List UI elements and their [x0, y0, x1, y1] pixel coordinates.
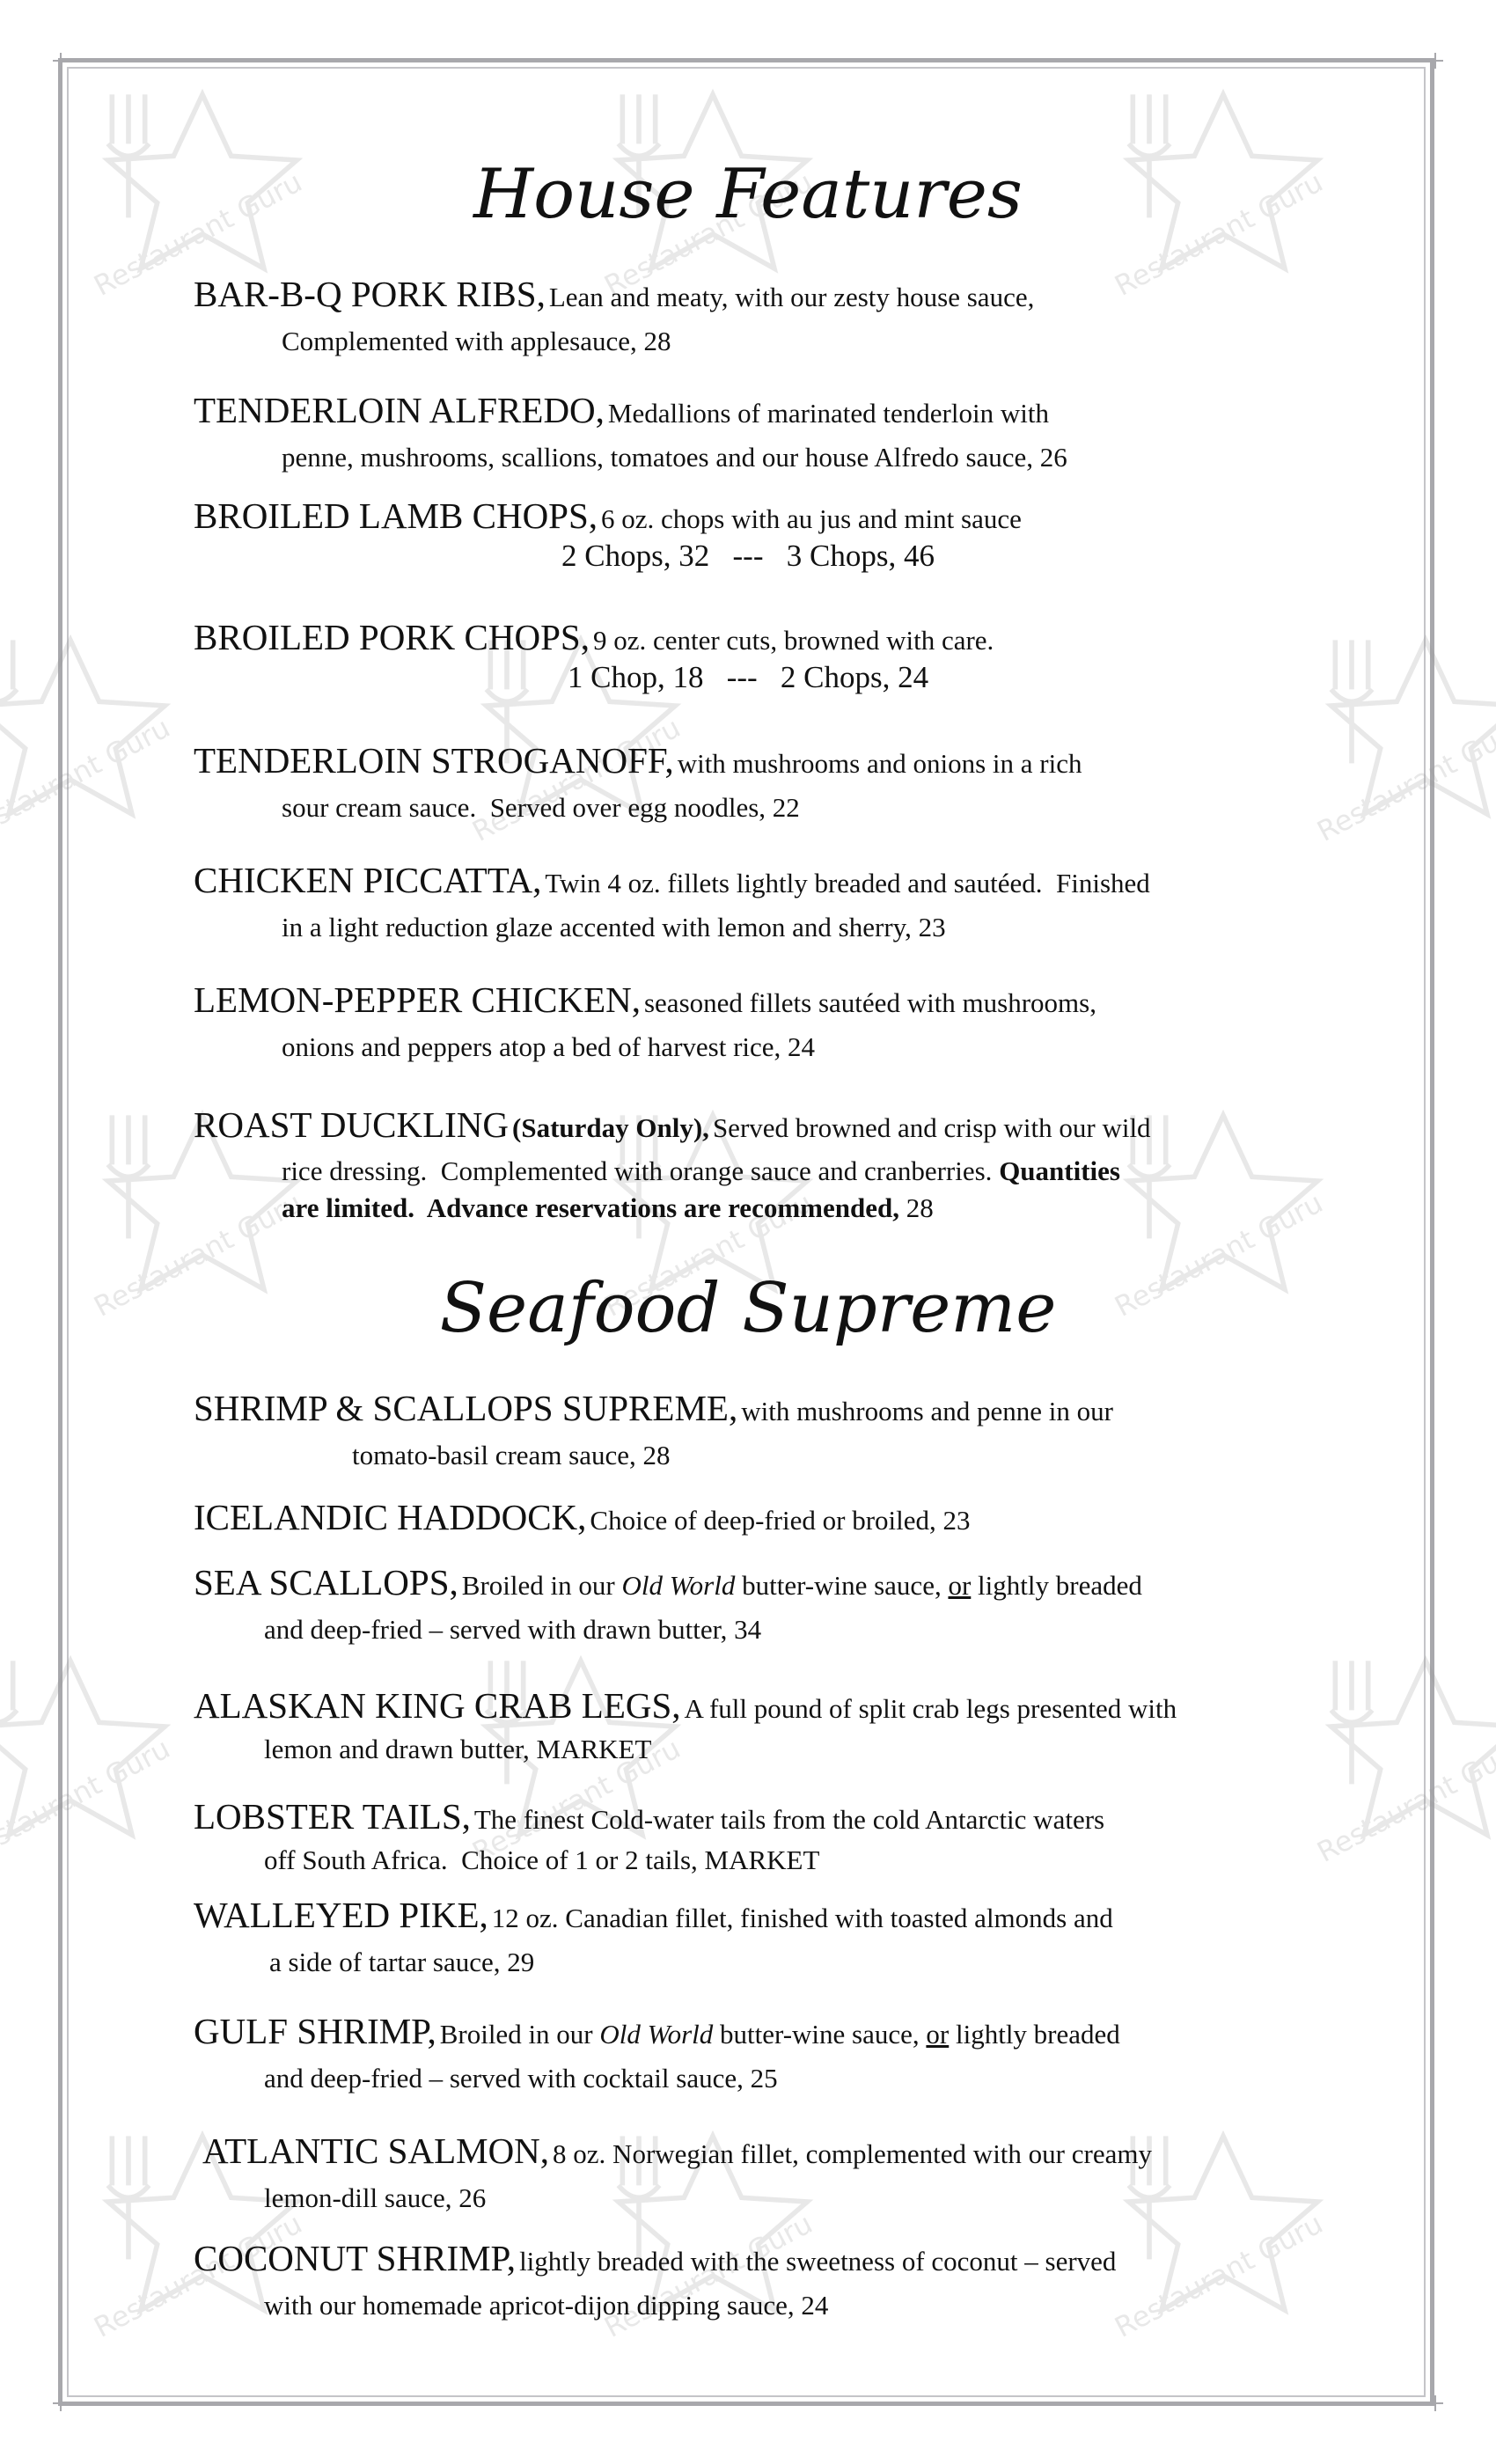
item-desc: 6 oz. chops with au jus and mint sauce: [601, 503, 1022, 534]
item-desc: butter-wine sauce,: [742, 1570, 942, 1601]
item-note: (Saturday Only),: [512, 1112, 709, 1143]
item-name: GULF SHRIMP,: [194, 2011, 436, 2051]
menu-item-lobster-tails: [194, 1797, 1364, 1876]
item-desc-cont: with our homemade apricot-dijon dipping sauce, 24: [264, 2290, 829, 2321]
item-desc: with mushrooms and onions in a rich: [677, 748, 1082, 779]
house-features-title: House Features: [473, 155, 1023, 234]
watermark-logo: [0, 1637, 194, 1866]
menu-item-gulf-shrimp: [194, 2012, 1364, 2098]
corner-ornament: [53, 53, 69, 69]
item-name: SEA SCALLOPS,: [194, 1562, 458, 1602]
item-desc: 8 oz. Norwegian fillet, complemented with our creamy: [553, 2138, 1152, 2169]
item-desc: butter-wine sauce,: [720, 2019, 920, 2050]
menu-item-stroganoff: [194, 741, 1364, 827]
item-name: TENDERLOIN ALFREDO,: [194, 390, 605, 430]
corner-ornament: [1427, 53, 1443, 69]
item-desc-cont: onions and peppers atop a bed of harvest rice, 24: [282, 1031, 816, 1062]
menu-item-shrimp-scallops: [194, 1389, 1364, 1475]
item-desc: Broiled in our: [439, 2019, 593, 2050]
item-desc-cont: off South Africa. Choice of 1 or 2 tails, MARKET: [264, 1844, 820, 1875]
menu-item-walleyed-pike: [194, 1896, 1364, 1982]
item-name: WALLEYED PIKE,: [194, 1895, 488, 1935]
menu-item-coconut-shrimp: [194, 2239, 1364, 2325]
item-desc: A full pound of split crab legs presented with: [684, 1693, 1177, 1724]
item-desc-italic: Old World: [621, 1570, 736, 1601]
item-desc-cont: Complemented with applesauce, 28: [282, 326, 671, 356]
menu-item-ribs: [194, 275, 1364, 361]
item-desc: Medallions of marinated tenderloin with: [607, 398, 1049, 429]
item-warning-cont: are limited. Advance reservations are recommended,: [282, 1192, 899, 1223]
item-desc: lightly breaded: [978, 1570, 1142, 1601]
item-desc-underline: or: [948, 1570, 972, 1601]
item-desc: seasoned fillets sautéed with mushrooms,: [643, 987, 1096, 1018]
item-name: LOBSTER TAILS,: [194, 1796, 471, 1837]
menu-item-atlantic-salmon: [202, 2131, 1373, 2218]
item-desc-cont: lemon-dill sauce, 26: [264, 2182, 487, 2213]
item-name: TENDERLOIN STROGANOFF,: [194, 740, 674, 781]
item-name: BROILED LAMB CHOPS,: [194, 495, 598, 536]
item-desc-italic: Old World: [599, 2019, 714, 2050]
item-desc-cont: penne, mushrooms, scallions, tomatoes and our house Alfredo sauce, 26: [282, 442, 1067, 473]
item-desc: 12 oz. Canadian fillet, finished with toasted almonds and: [491, 1903, 1113, 1933]
item-desc-cont: sour cream sauce. Served over egg noodles, 22: [282, 792, 800, 823]
item-desc-cont: lemon and drawn butter, MARKET: [264, 1734, 652, 1764]
item-desc: Lean and meaty, with our zesty house sauce,: [548, 282, 1035, 312]
menu-item-lamb-chops: [194, 496, 1364, 544]
menu-item-roast-duckling: [194, 1105, 1364, 1227]
item-desc: Served browned and crisp with our wild: [712, 1112, 1151, 1143]
item-name: ICELANDIC HADDOCK,: [194, 1497, 587, 1537]
menu-item-haddock: [194, 1498, 1364, 1545]
menu-item-piccatta: [194, 861, 1364, 947]
watermark-logo: [0, 616, 194, 845]
item-desc: The finest Cold-water tails from the cold Antarctic waters: [473, 1804, 1105, 1835]
seafood-supreme-title: Seafood Supreme: [439, 1269, 1057, 1348]
item-desc: 9 oz. center cuts, browned with care.: [592, 625, 994, 656]
item-warning: Quantities: [999, 1155, 1120, 1186]
item-desc-cont: in a light reduction glaze accented with lemon and sherry, 23: [282, 912, 946, 942]
item-desc: Twin 4 oz. fillets lightly breaded and sautéed. Finished: [545, 868, 1150, 898]
item-name: COCONUT SHRIMP,: [194, 2238, 517, 2278]
item-desc-cont: and deep-fried – served with drawn butter, 34: [264, 1614, 762, 1645]
menu-item-sea-scallops: [194, 1563, 1364, 1649]
item-name: ALASKAN KING CRAB LEGS,: [194, 1685, 681, 1726]
pork-chops-prices: 1 Chop, 18 --- 2 Chops, 24: [567, 660, 929, 694]
item-name: SHRIMP & SCALLOPS SUPREME,: [194, 1388, 738, 1428]
item-desc-cont: tomato-basil cream sauce, 28: [352, 1440, 671, 1470]
lamb-chops-prices: 2 Chops, 32 --- 3 Chops, 46: [561, 539, 935, 573]
item-name: CHICKEN PICCATTA,: [194, 860, 542, 900]
item-desc: Choice of deep-fried or broiled, 23: [590, 1505, 971, 1536]
item-desc-cont: a side of tartar sauce, 29: [269, 1947, 535, 1977]
menu-item-lemon-pepper-chicken: [194, 980, 1364, 1067]
corner-ornament: [1427, 2395, 1443, 2411]
item-desc-cont: and deep-fried – served with cocktail sauce, 25: [264, 2063, 778, 2094]
item-desc-underline: or: [926, 2019, 950, 2050]
item-name: LEMON-PEPPER CHICKEN,: [194, 979, 641, 1020]
item-name: ATLANTIC SALMON,: [202, 2130, 550, 2171]
item-desc: with mushrooms and penne in our: [741, 1396, 1113, 1426]
item-price: 28: [906, 1192, 934, 1223]
item-name: BAR-B-Q PORK RIBS,: [194, 274, 546, 314]
corner-ornament: [53, 2395, 69, 2411]
item-desc: lightly breaded: [955, 2019, 1120, 2050]
item-name: ROAST DUCKLING: [194, 1104, 510, 1145]
item-desc: Broiled in our: [461, 1570, 615, 1601]
menu-item-pork-chops: [194, 618, 1364, 665]
menu-item-king-crab: [194, 1686, 1364, 1765]
menu-item-alfredo: [194, 391, 1364, 477]
item-desc: lightly breaded with the sweetness of coconut – served: [519, 2246, 1117, 2277]
item-name: BROILED PORK CHOPS,: [194, 617, 590, 657]
item-desc-cont: rice dressing. Complemented with orange sauce and cranberries.: [282, 1155, 993, 1186]
